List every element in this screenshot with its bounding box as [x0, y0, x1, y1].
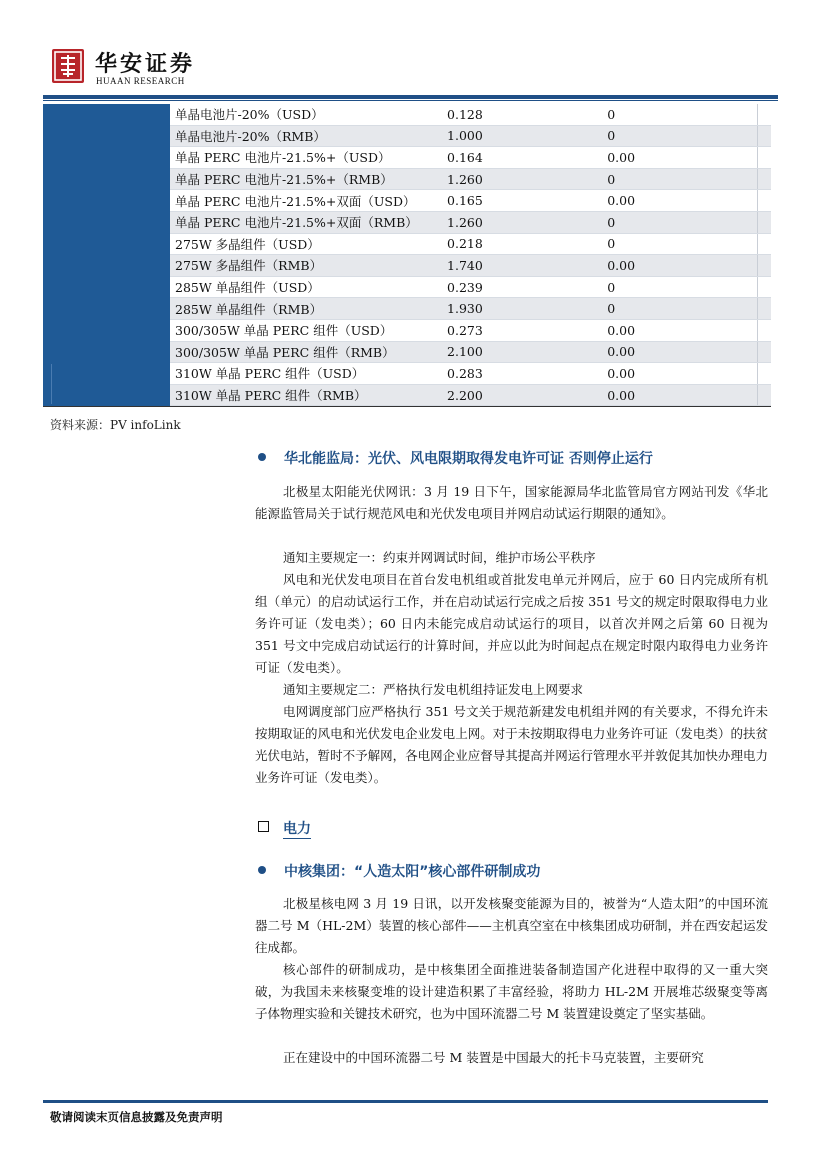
change-cell: 0.00: [602, 255, 758, 277]
change-cell: 0: [602, 298, 758, 320]
price-cell: 1.000: [442, 125, 602, 147]
table-row: [170, 211, 771, 233]
table-row: [170, 147, 771, 169]
change-cell: 0: [602, 211, 758, 233]
table-row: [170, 190, 771, 212]
huaan-seal-logo-icon: [52, 49, 84, 83]
table-row: [170, 319, 771, 341]
table-row: [170, 298, 771, 320]
table-edge-cell: [758, 104, 771, 125]
product-name-cell: 单晶 PERC 电池片-21.5%+（RMB）: [170, 168, 442, 190]
paragraph: 风电和光伏发电项目在首台发电机组或首批发电单元并网后，应于 60 日内完成所有机组（单元）的启动试运行工作，并在启动试运行完成之后按 351 号文的规定时限取得电力业务许可证（发电类）；60 日内未能完成启动试运行的项目，以首次并网之后第 60 日视为 351 号文中完成启动试运行的计算时间，并应以此为时间起点在规定时限内取得电力业务许可证（发电类）。: [255, 572, 768, 675]
logo-english-name: HUAAN RESEARCH: [96, 76, 185, 86]
table-edge-cell: [758, 298, 771, 320]
table-edge-cell: [758, 341, 771, 363]
table-row: [170, 168, 771, 190]
change-cell: 0.00: [602, 190, 758, 212]
table-bottom-rule: [43, 406, 771, 407]
change-cell: 0: [602, 233, 758, 255]
table-row: [170, 125, 771, 147]
change-cell: 0.00: [602, 384, 758, 406]
table-edge-cell: [758, 384, 771, 406]
price-cell: 2.200: [442, 384, 602, 406]
table-row: [170, 104, 771, 125]
product-name-cell: 310W 单晶 PERC 组件（USD）: [170, 363, 442, 385]
table-edge-cell: [758, 147, 771, 169]
product-name-cell: 单晶 PERC 电池片-21.5%+双面（USD）: [170, 190, 442, 212]
product-name-cell: 单晶 PERC 电池片-21.5%+（USD）: [170, 147, 442, 169]
table-side-header: [43, 104, 170, 406]
change-cell: 0.00: [602, 147, 758, 169]
table-row: [170, 233, 771, 255]
section-title-cnnc: [258, 861, 540, 881]
product-name-cell: 单晶电池片-20%（USD）: [170, 104, 442, 125]
change-cell: 0: [602, 125, 758, 147]
price-cell: 0.165: [442, 190, 602, 212]
section-title-text: 华北能监局：光伏、风电限期取得发电许可证 否则停止运行: [284, 451, 653, 467]
page-header: [0, 0, 827, 100]
product-name-cell: 285W 单晶组件（RMB）: [170, 298, 442, 320]
table-row: [170, 384, 771, 406]
change-cell: 0: [602, 168, 758, 190]
price-cell: 0.273: [442, 319, 602, 341]
footer-disclaimer: 敬请阅读末页信息披露及免责声明: [50, 1110, 223, 1124]
paragraph: 电网调度部门应严格执行 351 号文关于规范新建发电机组并网的有关要求，不得允许未按期取证的风电和光伏发电企业发电上网。对于未按期取得电力业务许可证（发电类）的扶贫光伏电站，暂时不予解网，各电网企业应督导其提高并网运行管理水平并敦促其加快办理电力业务许可证（发电类）。: [255, 704, 768, 785]
table-edge-cell: [758, 255, 771, 277]
section-heading-power: [258, 818, 311, 838]
change-cell: 0.00: [602, 319, 758, 341]
change-cell: 0.00: [602, 363, 758, 385]
table-edge-cell: [758, 363, 771, 385]
change-cell: 0: [602, 276, 758, 298]
paragraph: 北极星太阳能光伏网讯：3 月 19 日下午，国家能源局华北监管局官方网站刊发《华北能源监管局关于试行规范风电和光伏发电项目并网启动试运行期限的通知》。: [255, 484, 768, 521]
table-edge-cell: [758, 168, 771, 190]
header-divider-thin: [43, 100, 778, 101]
table-side-line: [51, 364, 52, 404]
price-cell: 0.164: [442, 147, 602, 169]
paragraph: 通知主要规定一：约束并网调试时间，维护市场公平秩序: [283, 550, 596, 565]
header-divider: [43, 95, 778, 99]
change-cell: 0.00: [602, 341, 758, 363]
product-name-cell: 单晶 PERC 电池片-21.5%+双面（RMB）: [170, 211, 442, 233]
price-cell: 1.930: [442, 298, 602, 320]
paragraph: 通知主要规定二：严格执行发电机组持证发电上网要求: [283, 682, 584, 697]
table-edge-cell: [758, 276, 771, 298]
table-source: 资料来源：PV infoLink: [50, 418, 181, 432]
price-cell: 1.260: [442, 168, 602, 190]
table-row: [170, 363, 771, 385]
checkbox-square-icon: [258, 821, 269, 832]
section-title-north-china-regulator: [258, 448, 653, 468]
product-name-cell: 300/305W 单晶 PERC 组件（RMB）: [170, 341, 442, 363]
section-title-text: 中核集团：“人造太阳”核心部件研制成功: [284, 864, 541, 880]
bullet-dot-icon: [258, 453, 266, 461]
product-name-cell: 310W 单晶 PERC 组件（RMB）: [170, 384, 442, 406]
price-cell: 0.283: [442, 363, 602, 385]
table-row: [170, 341, 771, 363]
paragraph: 正在建设中的中国环流器二号 M 装置是中国最大的托卡马克装置，主要研究: [283, 1050, 704, 1065]
price-table-body: [170, 104, 771, 406]
bullet-dot-icon: [258, 866, 266, 874]
product-name-cell: 285W 单晶组件（USD）: [170, 276, 442, 298]
price-cell: 1.740: [442, 255, 602, 277]
price-cell: 0.218: [442, 233, 602, 255]
section-heading-text: 电力: [283, 821, 311, 837]
product-name-cell: 275W 多晶组件（RMB）: [170, 255, 442, 277]
paragraph: 核心部件的研制成功，是中核集团全面推进装备制造国产化进程中取得的又一重大突破，为我国未来核聚变堆的设计建造积累了丰富经验，将助力 HL-2M 开展堆芯级聚变等离子体物理实验和关键技术研究，也为中国环流器二号 M 装置建设奠定了坚实基础。: [255, 962, 768, 1021]
price-cell: 0.128: [442, 104, 602, 125]
table-edge-cell: [758, 190, 771, 212]
price-cell: 1.260: [442, 211, 602, 233]
change-cell: 0: [602, 104, 758, 125]
product-name-cell: 275W 多晶组件（USD）: [170, 233, 442, 255]
price-cell: 0.239: [442, 276, 602, 298]
price-cell: 2.100: [442, 341, 602, 363]
table-row: [170, 255, 771, 277]
table-row: [170, 276, 771, 298]
logo-chinese-name: 华安证券: [95, 51, 196, 77]
table-edge-cell: [758, 233, 771, 255]
product-name-cell: 300/305W 单晶 PERC 组件（USD）: [170, 319, 442, 341]
table-edge-cell: [758, 125, 771, 147]
table-edge-cell: [758, 211, 771, 233]
paragraph: 北极星核电网 3 月 19 日讯，以开发核聚变能源为目的，被誉为“人造太阳”的中国环流器二号 M（HL-2M）装置的核心部件——主机真空室在中核集团成功研制，并在西安起运发往成都。: [255, 896, 768, 955]
footer-divider: [43, 1100, 768, 1103]
product-name-cell: 单晶电池片-20%（RMB）: [170, 125, 442, 147]
table-edge-cell: [758, 319, 771, 341]
